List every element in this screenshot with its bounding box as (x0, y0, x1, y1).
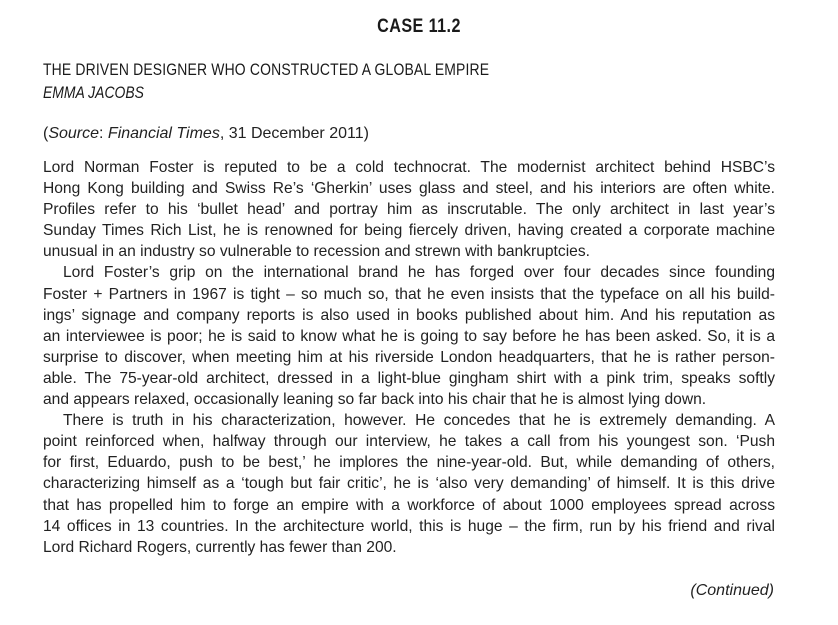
case-label: CASE 11.2 (377, 16, 461, 37)
body-line: for first, Eduardo, push to be best,’ he implores the nine-year-old. But, while demanding of others, (43, 454, 775, 472)
article-title: THE DRIVEN DESIGNER WHO CONSTRUCTED A GLOBAL EMPIRE (43, 60, 490, 79)
body-line: Lord Norman Foster is reputed to be a cold technocrat. The modernist architect behind HSBC’s (43, 159, 775, 176)
body-line: point reinforced when, halfway through our interview, he takes a call from his youngest son. ‘Push (43, 433, 775, 451)
source-label: Source (48, 125, 100, 142)
paragraph-3 (43, 410, 775, 558)
paragraph-2 (43, 262, 775, 410)
source-separator: : (99, 125, 108, 142)
source-open: ( (43, 125, 49, 142)
body-line: unusual in an industry so vulnerable to recession and strewn with bankruptcies. (43, 243, 590, 261)
body-line: ings’ signage and company reports is also used in books published about him. And his reputation as (43, 306, 775, 324)
body-line: Sunday Times Rich List, he is renowned for being fiercely driven, having created a corporate machine (43, 222, 775, 240)
body-line: surprise to discover, when meeting him at his riverside London headquarters, that he is rather person- (43, 348, 775, 366)
body-line: characterizing himself as a ‘tough but fair critic’, he is ‘also very demanding’ of himself. It is this drive (43, 475, 775, 493)
body-line: Foster + Partners in 1967 is tight – so much so, that he even insists that the typeface on all his build- (43, 285, 775, 303)
body-line: 14 offices in 13 countries. In the architecture world, this is huge – the firm, run by his friend and rival (43, 517, 775, 535)
body-line: Lord Foster’s grip on the international brand he has forged over four decades since founding (63, 264, 775, 282)
body-line: an interviewee is poor; he is said to know what he is going to say before he has been asked. So, it is a (43, 327, 775, 345)
article-author: EMMA JACOBS (43, 83, 144, 102)
body-line: Hong Kong building and Swiss Re’s ‘Gherkin’ uses glass and steel, and his interiors are often white. (43, 180, 775, 198)
body-line: Profiles refer to his ‘bullet head’ and portray him as inscrutable. The only architect in last year’s (43, 201, 775, 219)
body-line: There is truth in his characterization, however. He concedes that he is extremely demanding. A (63, 412, 775, 430)
body-line: and appears relaxed, occasionally leaning so far back into his chair that he is almost lying down. (43, 391, 707, 409)
body-line: able. The 75-year-old architect, dressed in a light-blue gingham shirt with a pink trim, speaks softly (43, 369, 775, 387)
source-citation (43, 125, 369, 143)
source-publication: Financial Times (107, 125, 220, 142)
continued-label: (Continued) (690, 582, 774, 599)
body-line: Lord Richard Rogers, currently has fewer than 200. (43, 538, 397, 556)
paragraph-1 (43, 157, 775, 262)
source-date: , 31 December 2011) (219, 125, 369, 142)
article-body (43, 157, 775, 558)
body-line: that has propelled him to forge an empire with a workforce of about 1000 employees spread across (43, 496, 775, 514)
